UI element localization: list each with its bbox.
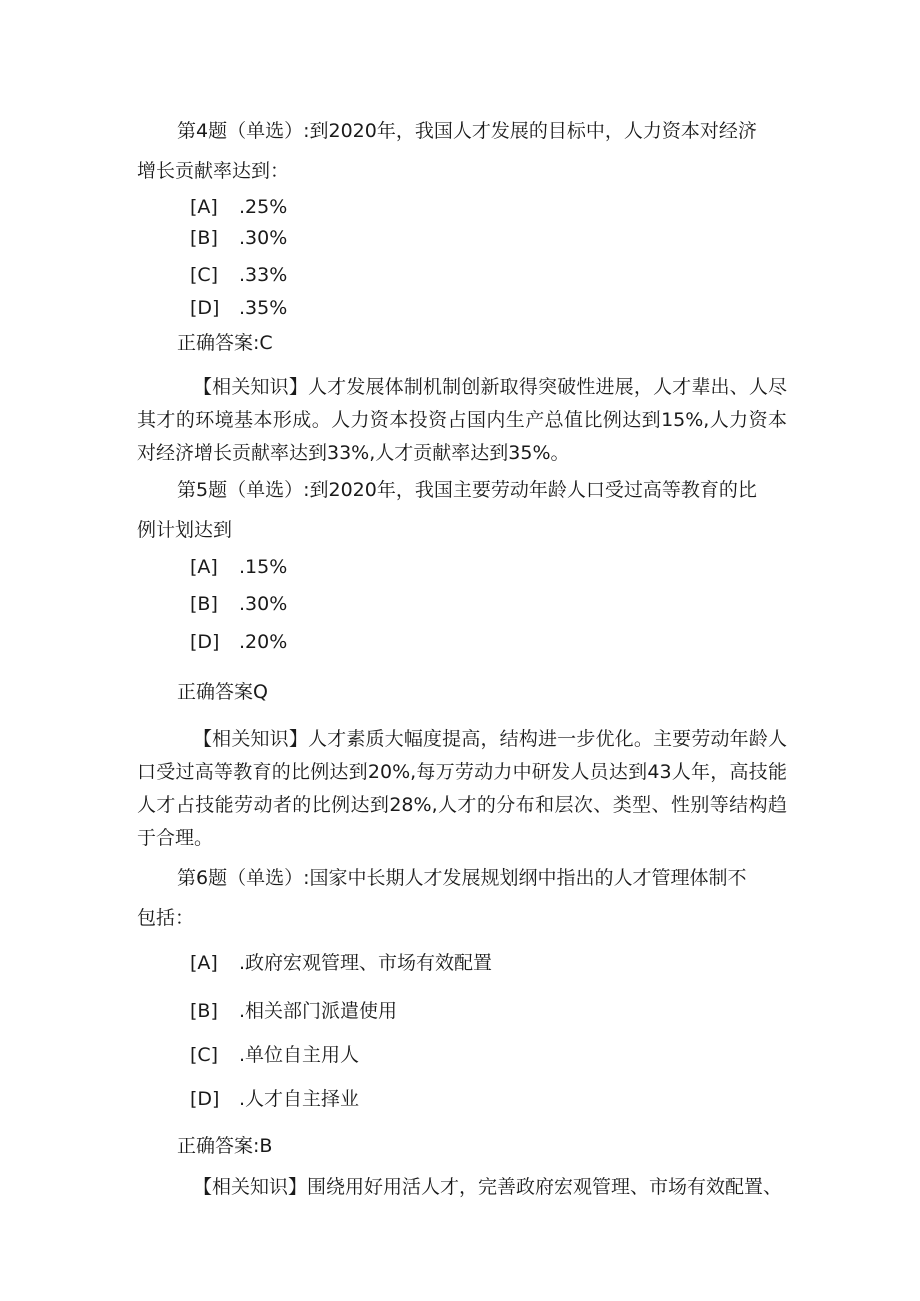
- q6-option-d-text: .人才自主择业: [239, 1088, 360, 1110]
- q5-option-a-letter: [A]: [190, 556, 218, 578]
- q5-option-b-letter: [B]: [190, 593, 218, 615]
- q4-option-c-letter: [C]: [190, 264, 219, 286]
- q5-answer: 正确答案Q: [177, 681, 268, 703]
- q5-option-d-letter: [D]: [190, 631, 220, 653]
- q6-option-c-text: .单位自主用人: [239, 1044, 360, 1066]
- q6-option-a-letter: [A]: [190, 952, 218, 974]
- q4-option-a-letter: [A]: [190, 196, 218, 218]
- q4-stem-line1: 第4题（单选）:到2020年，我国人才发展的目标中，人力资本对经济: [177, 120, 757, 142]
- q6-option-b-text: .相关部门派遣使用: [239, 1000, 398, 1022]
- q6-stem-line1: 第6题（单选）:国家中长期人才发展规划纲中指出的人才管理体制不: [177, 867, 747, 889]
- q4-option-a-text: .25%: [239, 196, 288, 218]
- q6-stem-line2: 包括：: [137, 907, 195, 929]
- q5-related-knowledge: 【相关知识】人才素质大幅度提高，结构进一步优化。主要劳动年龄人口受过高等教育的比例达到20%,每万劳动力中研发人员达到43人年，高技能人才占技能劳动者的比例达到28%,人才的分布和层次、类型、性别等结构趋于合理。: [137, 728, 787, 849]
- q4-answer: 正确答案:C: [177, 332, 273, 354]
- q5-stem-line2: 例计划达到: [137, 519, 233, 541]
- q6-related-knowledge: 【相关知识】围绕用好用活人才，完善政府宏观管理、市场有效配置、: [193, 1176, 783, 1198]
- q6-option-b-letter: [B]: [190, 1000, 218, 1022]
- q4-option-b-letter: [B]: [190, 227, 218, 249]
- q6-option-d-letter: [D]: [190, 1088, 220, 1110]
- q4-related-knowledge: 【相关知识】人才发展体制机制创新取得突破性进展，人才辈出、人尽其才的环境基本形成。人力资本投资占国内生产总值比例达到15%,人力资本对经济增长贡献率达到33%,人才贡献率达到35%。: [137, 376, 787, 464]
- q4-option-b-text: .30%: [239, 227, 288, 249]
- q4-stem-line2: 增长贡献率达到：: [137, 160, 290, 182]
- q5-option-b-text: .30%: [239, 593, 288, 615]
- q4-option-d-text: .35%: [239, 297, 288, 319]
- q5-option-a-text: .15%: [239, 556, 288, 578]
- q4-option-d-letter: [D]: [190, 297, 220, 319]
- q6-option-a-text: .政府宏观管理、市场有效配置: [239, 952, 493, 974]
- q6-option-c-letter: [C]: [190, 1044, 219, 1066]
- q5-option-d-text: .20%: [239, 631, 288, 653]
- q4-option-c-text: .33%: [239, 264, 288, 286]
- q6-answer: 正确答案:B: [177, 1135, 273, 1157]
- q5-stem-line1: 第5题（单选）:到2020年，我国主要劳动年龄人口受过高等教育的比: [177, 479, 757, 501]
